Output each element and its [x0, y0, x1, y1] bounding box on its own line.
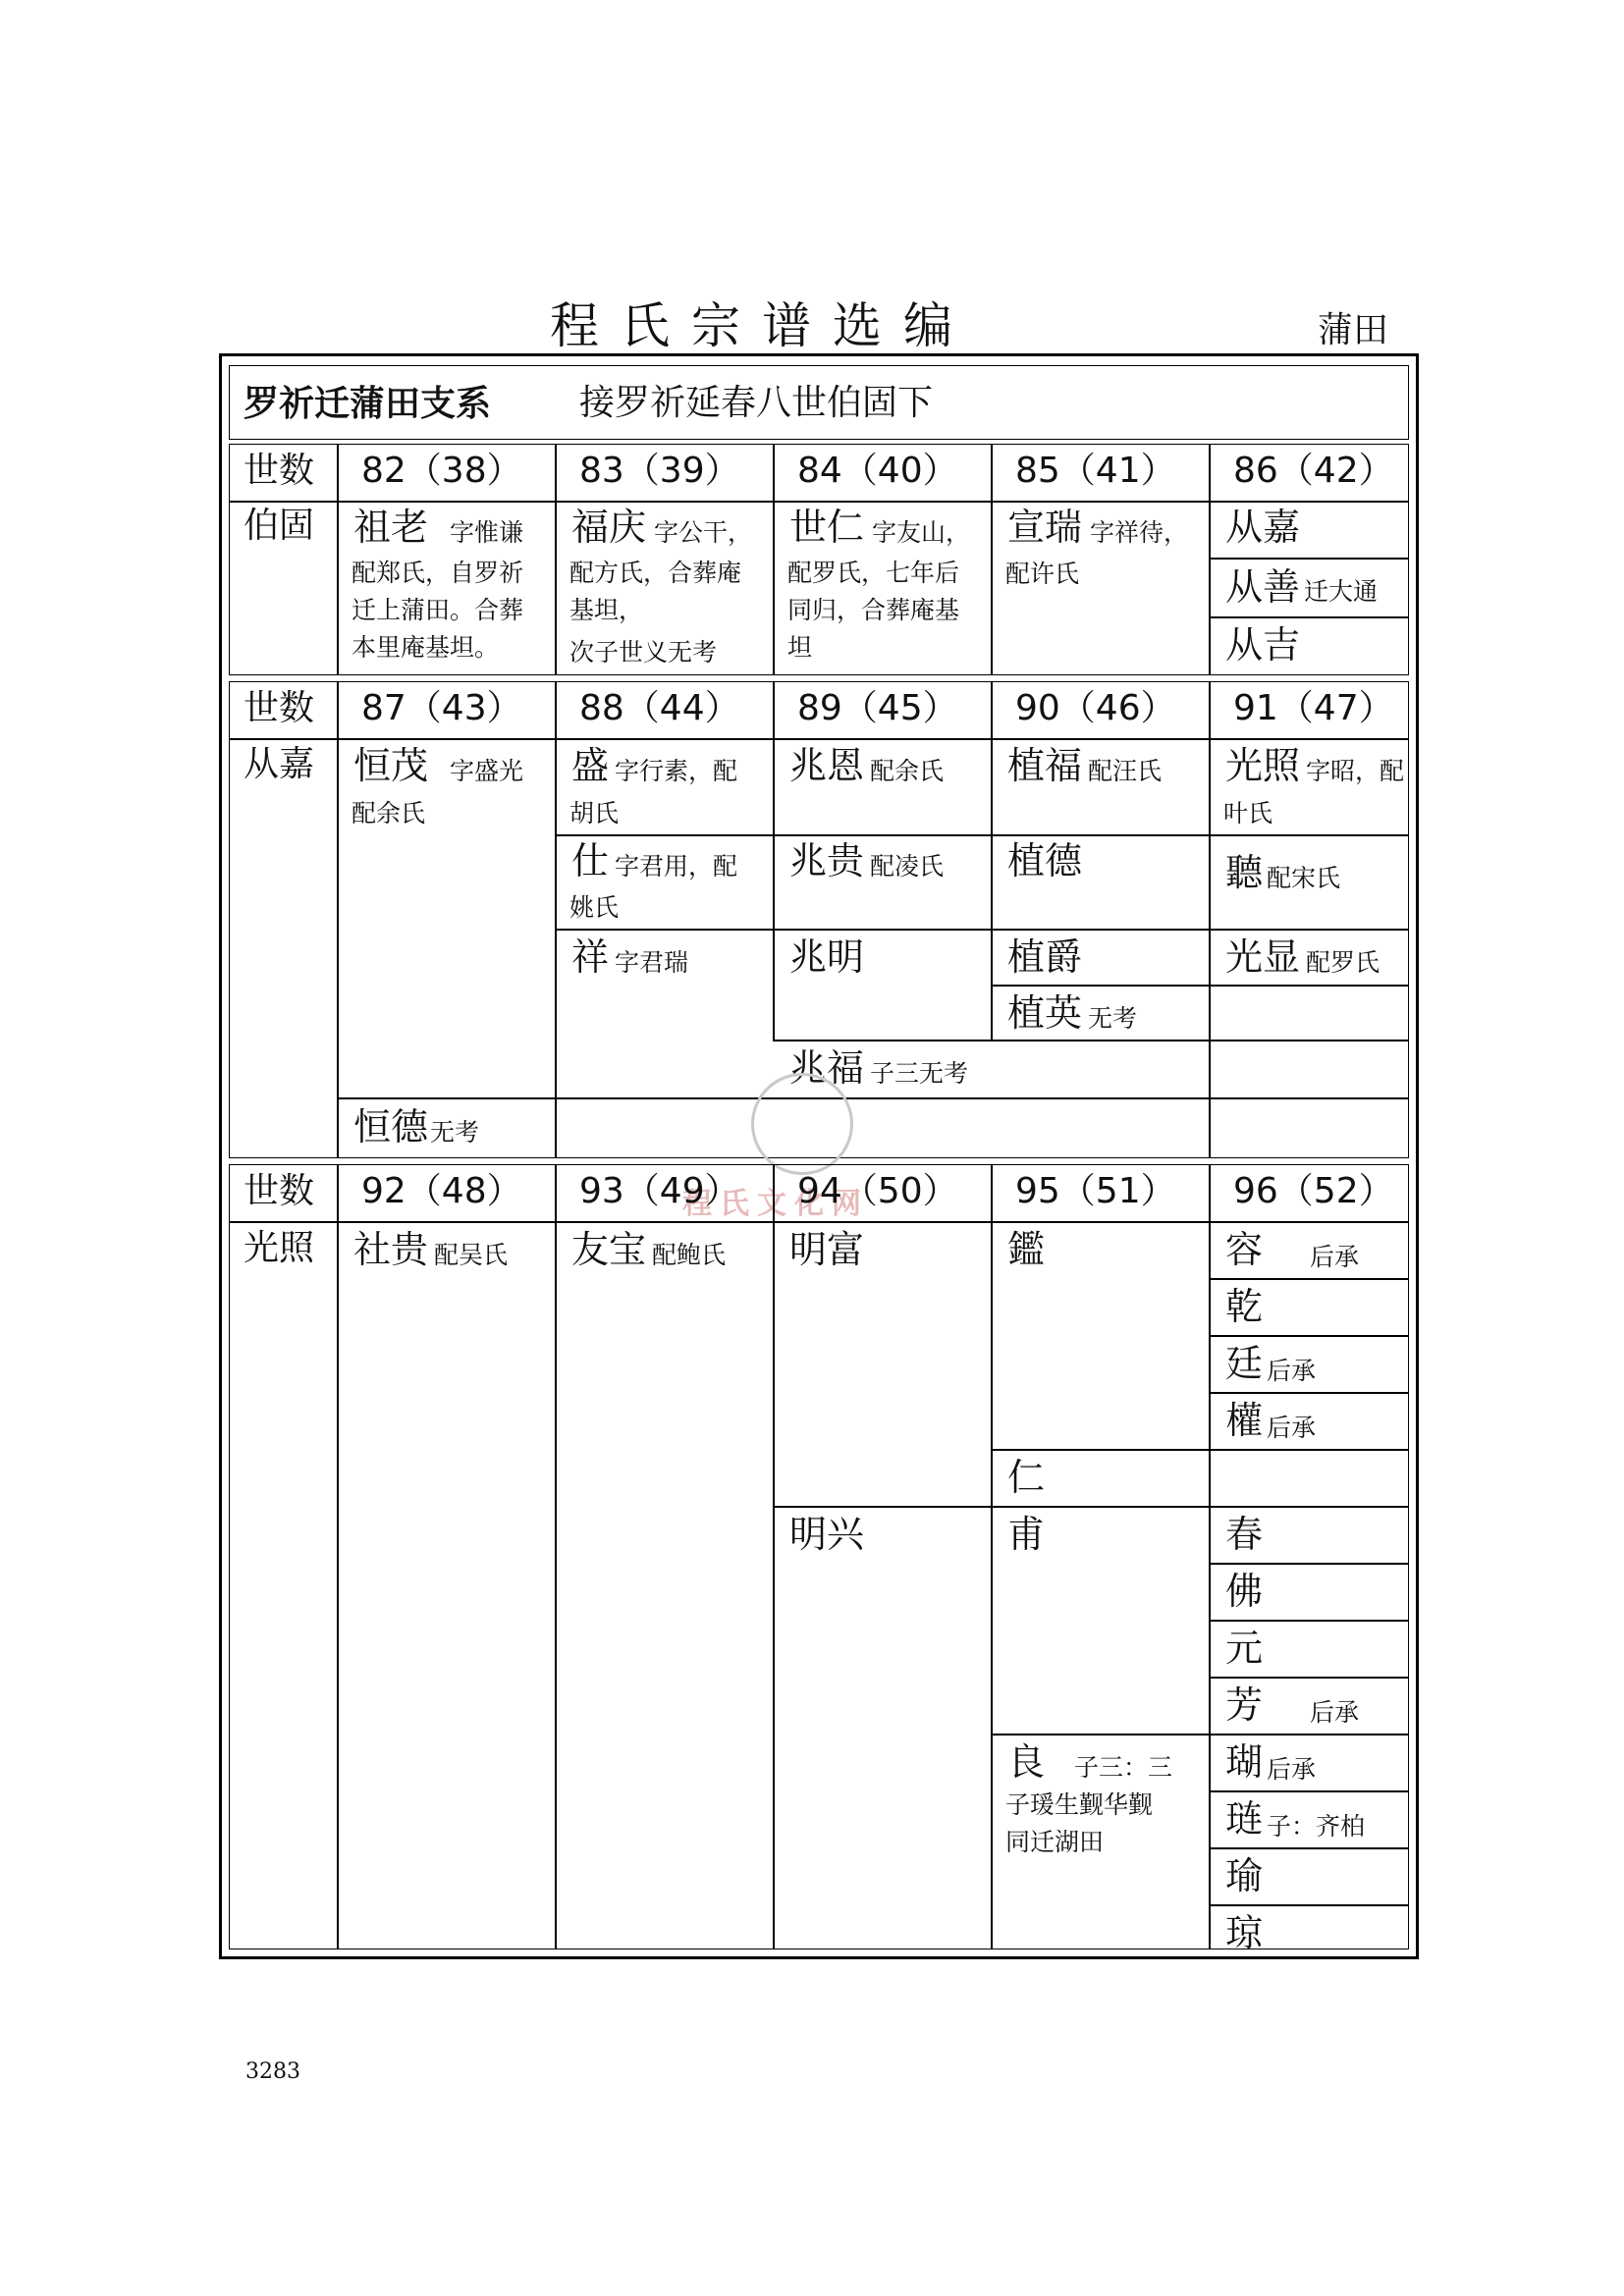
divider — [1209, 681, 1211, 1158]
person-name: 琼 — [1225, 1911, 1264, 1954]
person-note: 配凌氏 — [870, 852, 945, 881]
generation-label: 世数 — [244, 688, 315, 728]
person-note: 配郑氏，自罗祈迁上蒲田。合葬本里庵基坦。 — [352, 559, 524, 662]
person-note: 子三：三 — [1074, 1753, 1173, 1782]
divider — [1209, 1563, 1409, 1565]
divider — [1209, 1847, 1409, 1849]
person-name: 佛 — [1225, 1570, 1264, 1613]
person-note: 配余氏 — [870, 757, 945, 785]
person-name: 恒德 — [353, 1105, 429, 1148]
person-name: 祖老 — [353, 506, 429, 549]
generation-number: 92（48） — [361, 1171, 522, 1211]
person-name: 琏 — [1225, 1797, 1264, 1841]
branch-title: 罗祈迁蒲田支系 — [244, 383, 492, 424]
divider — [229, 501, 1409, 503]
person-note: 子三无考 — [870, 1059, 969, 1088]
person-name: 盛 — [571, 744, 610, 787]
person-name: 廷 — [1225, 1342, 1264, 1385]
person-note: 子瑗生觐华觐 — [1005, 1790, 1154, 1819]
person-name: 恒茂 — [353, 744, 429, 787]
person-note: 子：齐柏 — [1267, 1812, 1366, 1841]
person-name: 兆福 — [789, 1046, 865, 1090]
divider — [337, 681, 339, 1158]
watermark-text: 程氏文化网 — [682, 1187, 869, 1221]
divider — [991, 985, 1409, 987]
generation-number: 87（43） — [361, 688, 522, 728]
person-note: 胡氏 — [569, 799, 620, 828]
divider — [555, 444, 557, 675]
person-name: 瑚 — [1225, 1740, 1264, 1784]
person-note: 配罗氏 — [1306, 948, 1380, 977]
divider — [1209, 558, 1409, 560]
person-note: 配余氏 — [352, 799, 426, 828]
person-name: 兆明 — [789, 935, 865, 979]
person-note: 字公干， — [654, 518, 753, 547]
person-name: 福庆 — [571, 506, 647, 549]
person-name: 兆恩 — [789, 744, 865, 787]
divider — [229, 1221, 1409, 1223]
person-note: 字君用，配 — [615, 852, 738, 881]
person-name: 仁 — [1007, 1456, 1046, 1499]
divider — [337, 444, 339, 675]
divider — [555, 1164, 557, 1949]
generation-number: 82（38） — [361, 451, 522, 491]
page-number: 3283 — [245, 2059, 300, 2084]
divider — [555, 681, 557, 1158]
person-name: 从吉 — [1225, 623, 1301, 667]
person-name: 芳 — [1225, 1683, 1264, 1727]
person-note: 后承 — [1267, 1755, 1317, 1784]
divider — [773, 1040, 1409, 1041]
person-name: 瑜 — [1225, 1854, 1264, 1897]
person-name: 宣瑞 — [1007, 506, 1083, 549]
person-note: 字祥待， — [1090, 518, 1189, 547]
root-ancestor: 从嘉 — [244, 744, 315, 784]
divider — [555, 929, 1409, 931]
person-name: 明兴 — [789, 1513, 865, 1556]
branch-note: 接罗祈延春八世伯固下 — [579, 383, 934, 423]
person-name: 春 — [1225, 1513, 1264, 1556]
divider — [1209, 1392, 1409, 1394]
person-note: 配方氏，合葬庵基坦， — [569, 559, 742, 624]
person-name: 仕 — [571, 839, 610, 882]
person-name: 聽 — [1225, 851, 1264, 894]
person-name: 友宝 — [571, 1228, 647, 1271]
person-name: 植德 — [1007, 839, 1083, 882]
document-title: 程氏宗谱选编 — [550, 297, 974, 354]
root-ancestor: 伯固 — [244, 506, 315, 546]
divider — [1209, 616, 1409, 618]
generation-number: 90（46） — [1015, 688, 1176, 728]
generation-number: 88（44） — [579, 688, 740, 728]
generation-label: 世数 — [244, 451, 315, 491]
person-note: 后承 — [1310, 1243, 1360, 1271]
divider — [773, 1506, 1409, 1508]
generation-number: 96（52） — [1233, 1171, 1394, 1211]
person-note: 字友山， — [872, 518, 971, 547]
divider — [991, 1164, 993, 1949]
person-name: 兆贵 — [789, 839, 865, 882]
generation-number: 91（47） — [1233, 688, 1394, 728]
person-note: 配吴氏 — [434, 1241, 509, 1269]
generation-number: 84（40） — [797, 451, 958, 491]
divider — [1209, 1278, 1409, 1280]
person-name: 祥 — [571, 935, 610, 979]
person-name: 植福 — [1007, 744, 1083, 787]
person-note: 字盛光 — [450, 757, 524, 785]
person-name: 社贵 — [353, 1228, 429, 1271]
person-note: 叶氏 — [1223, 799, 1273, 828]
divider — [1209, 1790, 1409, 1792]
person-note: 后承 — [1267, 1414, 1317, 1442]
person-note: 姚氏 — [569, 893, 620, 922]
divider — [991, 1734, 1409, 1735]
person-name: 光照 — [1225, 744, 1301, 787]
divider — [1209, 444, 1211, 675]
person-note: 字行素，配 — [615, 757, 738, 785]
divider — [773, 1164, 775, 1949]
root-ancestor: 光照 — [244, 1228, 315, 1268]
person-note: 无考 — [430, 1118, 480, 1147]
person-note: 后承 — [1310, 1698, 1360, 1727]
generation-number: 94（50） — [797, 1171, 958, 1211]
person-note: 后承 — [1267, 1357, 1317, 1385]
person-name: 權 — [1225, 1399, 1264, 1442]
generation-number: 93（49） — [579, 1171, 740, 1211]
person-note: 字君瑞 — [615, 948, 689, 977]
person-note: 配鲍氏 — [652, 1241, 727, 1269]
person-note: 无考 — [1088, 1004, 1138, 1033]
generation-number: 85（41） — [1015, 451, 1176, 491]
divider — [1209, 1904, 1409, 1906]
watermark-seal — [751, 1073, 853, 1175]
person-name: 明富 — [789, 1228, 865, 1271]
divider — [337, 1097, 1409, 1099]
person-note: 配罗氏，七年后同归，合葬庵基坦 — [787, 559, 960, 662]
generation-number: 89（45） — [797, 688, 958, 728]
person-name: 元 — [1225, 1627, 1264, 1670]
person-name: 良 — [1007, 1740, 1046, 1784]
person-name: 世仁 — [789, 506, 865, 549]
divider — [1209, 1164, 1211, 1949]
divider — [773, 681, 775, 1040]
person-note: 配汪氏 — [1088, 757, 1163, 785]
divider — [773, 444, 775, 675]
person-note: 同迁湖田 — [1005, 1828, 1105, 1856]
generation-number: 95（51） — [1015, 1171, 1176, 1211]
person-name: 甫 — [1007, 1513, 1046, 1556]
person-note: 字昭，配 — [1306, 757, 1405, 785]
person-name: 从善 — [1225, 565, 1301, 609]
person-name: 植爵 — [1007, 935, 1083, 979]
divider — [991, 1449, 1409, 1451]
generation-number: 86（42） — [1233, 451, 1394, 491]
generation-label: 世数 — [244, 1171, 315, 1211]
divider — [229, 738, 1409, 740]
person-note: 配许氏 — [1005, 560, 1080, 588]
generation-number: 83（39） — [579, 451, 740, 491]
person-note: 迁大通 — [1304, 577, 1379, 606]
person-name: 植英 — [1007, 991, 1083, 1035]
divider — [1209, 1677, 1409, 1679]
region-label: 蒲田 — [1318, 310, 1389, 350]
person-name: 乾 — [1225, 1285, 1264, 1328]
person-name: 容 — [1225, 1228, 1264, 1271]
divider — [991, 444, 993, 675]
person-name: 鑑 — [1007, 1228, 1046, 1271]
divider — [1209, 1620, 1409, 1622]
divider — [1209, 1335, 1409, 1337]
person-note: 次子世义无考 — [569, 638, 718, 667]
person-note: 配宋氏 — [1267, 864, 1341, 892]
divider — [555, 834, 1409, 836]
person-note: 字惟谦 — [450, 518, 524, 547]
person-name: 从嘉 — [1225, 506, 1301, 549]
divider — [337, 1164, 339, 1949]
person-name: 光显 — [1225, 935, 1301, 979]
